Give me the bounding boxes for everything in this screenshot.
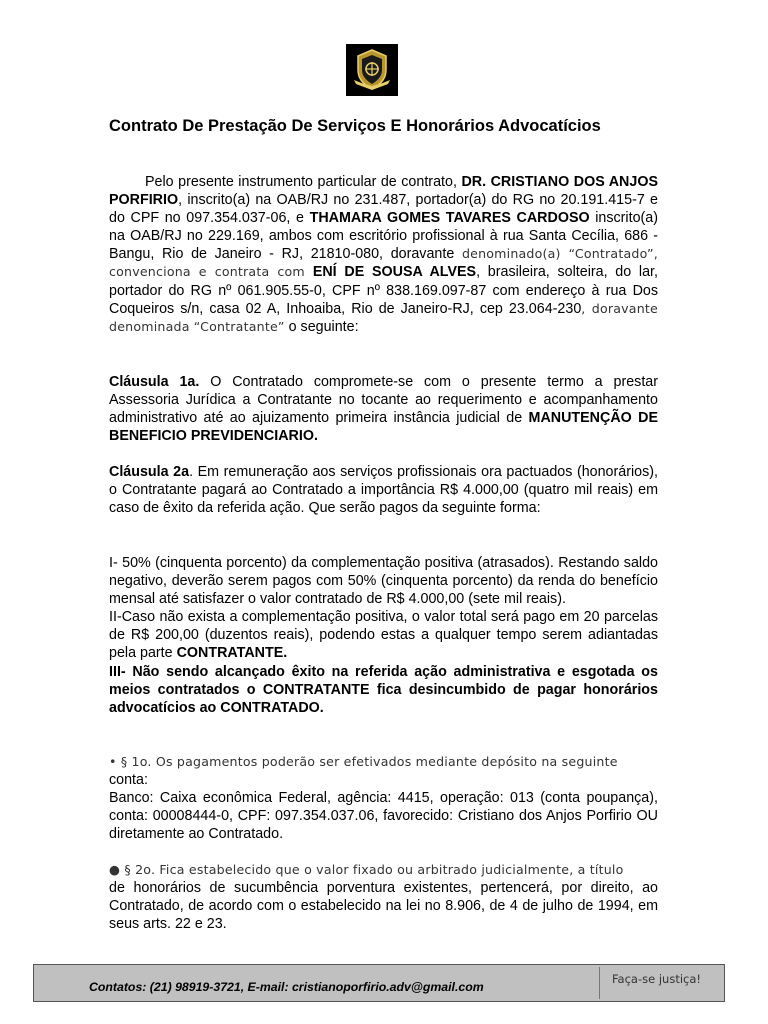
clause-label: Cláusula 1a. xyxy=(109,374,200,390)
paragraph-text: conta: xyxy=(109,772,148,789)
lawyer-name: THAMARA GOMES TAVARES CARDOSO xyxy=(309,210,590,227)
contact-info: Contatos: (21) 98919-3721, E-mail: cristianoporfirio.adv@gmail.com xyxy=(89,980,484,994)
intro-text: , doravante denominada “Contratante” xyxy=(109,300,658,334)
clause-1 xyxy=(109,373,658,445)
footer-divider xyxy=(599,967,600,999)
intro-text: , inscrito(a) na OAB/RJ no 231.487, portador(a) do RG no 20.191.415-7 e do CPF no 097.354.037-06, e xyxy=(109,192,658,227)
paragraph-lead: • § 1o. Os pagamentos poderão ser efetivados mediante depósito na seguinte xyxy=(109,754,618,769)
bank-details: Banco: Caixa econômica Federal, agência: 4415, operação: 013 (conta poupança), conta: 00008444-0, CPF: 097.354.037.06, favorecido: Cristiano dos Anjos Porfirio OU diretamente ao Contratado. xyxy=(109,790,658,843)
paragraph-1 xyxy=(109,753,658,843)
paragraph-text: de honorários de sucumbência porventura existentes, pertencerá, por direito, ao Contratado, de acordo com o estabelecido na lei no 8.906, de 4 de julho de 1994, em seus arts. 22 e 23. xyxy=(109,880,658,933)
law-firm-logo xyxy=(346,44,398,96)
payment-item-3: III- Não sendo alcançado êxito na referida ação administrativa e esgotada os meios contratados o CONTRATANTE fica desincumbido de pagar honorários advocatícios ao CONTRATADO. xyxy=(109,663,658,716)
payment-item-1: I- 50% (cinquenta porcento) da complementação positiva (atrasados). Restando saldo negativo, deverão serem pagos com 50% (cinquenta porcento) da renda do benefício mensal até satisfazer o valor contratado de R$ 4.000,00 (sete mil reais). xyxy=(109,555,658,608)
page-footer xyxy=(33,964,725,1002)
intro-text: Pelo presente instrumento particular de contrato, xyxy=(145,174,462,190)
paragraph-2 xyxy=(109,861,658,933)
paragraph-lead: ● § 2o. Fica estabelecido que o valor fixado ou arbitrado judicialmente, a título xyxy=(109,862,624,877)
payment-item-2-bold: CONTRATANTE. xyxy=(176,645,288,662)
payment-item-2 xyxy=(109,608,658,662)
intro-text: denominado(a) “Contratado”, convenciona e contrata com xyxy=(109,246,658,280)
contract-title: Contrato De Prestação De Serviços E Honorários Advocatícios xyxy=(109,117,601,135)
lawyer-name: DR. CRISTIANO DOS ANJOS PORFIRIO xyxy=(109,174,658,209)
footer-motto: Faça-se justiça! xyxy=(612,972,702,986)
client-name: ENÍ DE SOUSA ALVES xyxy=(312,264,477,281)
clause-subject: MANUTENÇÃO DE BENEFICIO PREVIDENCIARIO. xyxy=(109,410,658,445)
clause-text: . Em remuneração aos serviços profissionais ora pactuados (honorários), o Contratante pagará ao Contratado a importância R$ 4.000,00 (quatro mil reais) em caso de êxito da referida ação. Que serão pagos da seguinte forma: xyxy=(109,464,658,517)
intro-text: , brasileira, solteira, do lar, portador do RG nº 061.905.55-0, CPF nº 838.169.097-87 com endereço à rua Dos Coqueiros s/n, casa 02 A, Inhoaiba, Rio de Janeiro-RJ, cep 23.064-230 xyxy=(109,264,658,317)
intro-text: inscrito(a) na OAB/RJ no 229.169, ambos com escritório profissional à rua Santa Cecília, 686 - Bangu, Rio de Janeiro - RJ, 21810-080, doravante xyxy=(109,210,659,263)
clause-2 xyxy=(109,463,658,517)
payment-terms xyxy=(109,554,658,717)
intro-paragraph xyxy=(109,173,658,336)
clause-label: Cláusula 2a xyxy=(109,464,190,480)
clause-text: O Contratado compromete-se com o presente termo a prestar Assessoria Jurídica a Contratante no tocante ao requerimento e acompanhamento administrativo até ao ajuizamento primeira instância judicial de xyxy=(109,374,659,427)
law-firm-shield-emblem-icon xyxy=(346,44,398,96)
intro-text: o seguinte: xyxy=(284,318,359,335)
payment-item-2-text: II-Caso não exista a complementação positiva, o valor total será pago em 20 parcelas de R$ 200,00 (duzentos reais), podendo estas a qualquer tempo serem adiantadas pela parte xyxy=(109,609,658,662)
